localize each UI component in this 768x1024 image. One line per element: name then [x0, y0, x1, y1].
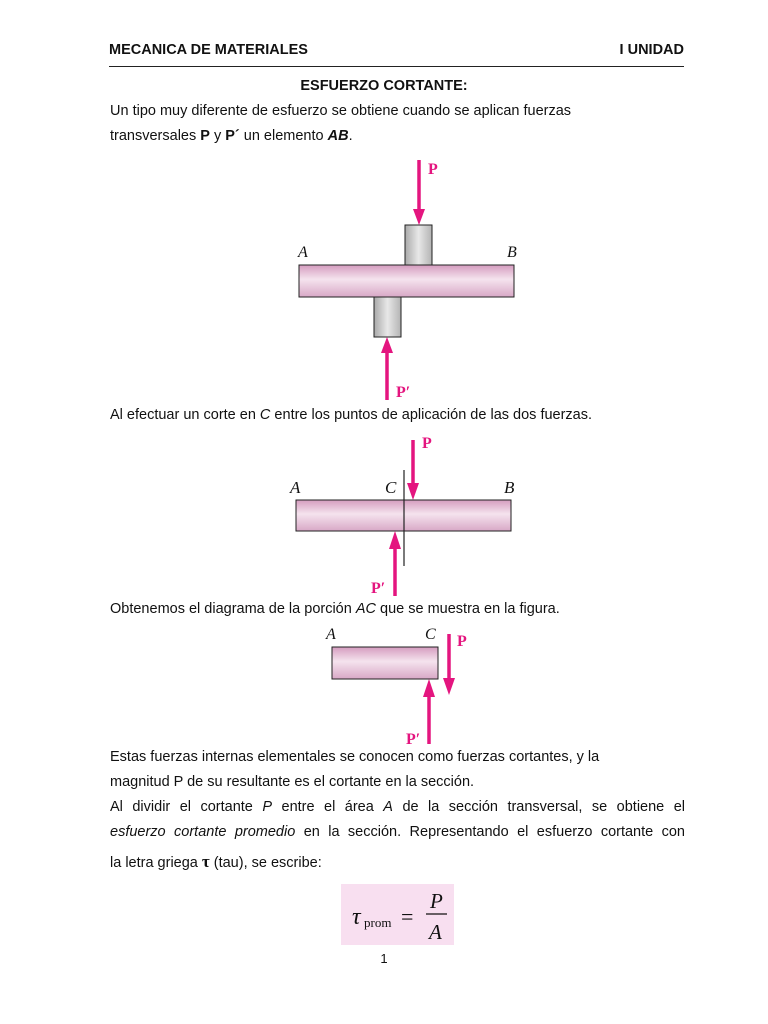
label-A: A	[326, 626, 336, 643]
divide-text: la letra griega	[110, 855, 202, 871]
label-P: P	[457, 633, 467, 650]
label-P: P	[422, 435, 432, 452]
cut-text: entre los puntos de aplicación de las dos fuerzas.	[270, 407, 593, 423]
element-AB-label: AB	[327, 128, 349, 144]
point-C-label: C	[259, 407, 271, 423]
intro-line-2	[110, 124, 685, 149]
diagram-text: que se muestra en la figura.	[376, 601, 560, 617]
label-P-prime: P′	[406, 731, 421, 748]
figure-shear-element	[290, 155, 530, 405]
intro-line-1: Un tipo muy diferente de esfuerzo se obtiene cuando se aplican fuerzas	[110, 103, 572, 119]
label-P-prime: P′	[371, 580, 386, 597]
average-shear-paragraph	[110, 795, 685, 876]
page-header	[109, 42, 684, 67]
label-B: B	[507, 244, 517, 261]
label-C: C	[385, 478, 397, 497]
formula-equals: =	[401, 904, 414, 929]
area-A-label: A	[383, 799, 393, 815]
tau-symbol: τ	[201, 852, 210, 871]
intro-text: .	[348, 128, 353, 144]
average-shear-formula	[341, 884, 454, 945]
average-shear-term: esfuerzo cortante promedio	[110, 824, 296, 840]
label-P: P	[428, 161, 438, 178]
formula-denominator: A	[429, 920, 442, 944]
lower-block	[374, 297, 401, 337]
formula-tau: τ	[352, 904, 361, 930]
upper-block	[405, 225, 432, 265]
diagram-paragraph	[110, 597, 685, 622]
diagram-text: Obtenemos el diagrama de la porción	[110, 601, 356, 617]
portion-AC-label: AC	[355, 601, 376, 617]
divide-text: de la sección transversal, se obtiene el	[392, 799, 685, 815]
formula-numerator: P	[430, 889, 443, 913]
force-arrow-P-head	[443, 678, 455, 695]
figure-portion-AC	[320, 622, 480, 747]
label-P-prime: P′	[396, 384, 411, 401]
intro-paragraph	[110, 99, 685, 149]
internal-line-2: magnitud P de su resultante es el cortante en la sección.	[110, 774, 475, 790]
plate-AB	[299, 265, 514, 297]
label-A: A	[290, 478, 301, 497]
section-title: ESFUERZO CORTANTE:	[300, 78, 468, 94]
divide-line-3	[110, 849, 685, 876]
figure-cut-at-C	[285, 430, 525, 600]
divide-text: en la sección. Representando el esfuerzo cortante con	[295, 824, 685, 840]
force-arrow-P-prime-head	[381, 337, 393, 353]
force-arrow-P-prime-head	[423, 679, 435, 697]
label-C: C	[425, 626, 436, 643]
cut-paragraph	[110, 403, 685, 428]
formula-subscript: prom	[364, 915, 392, 930]
force-arrow-P-head	[407, 483, 419, 500]
divide-line-1	[110, 795, 685, 820]
label-B: B	[504, 478, 515, 497]
intro-text: transversales	[110, 128, 201, 144]
intro-text: y	[209, 128, 226, 144]
label-A: A	[298, 244, 308, 261]
shear-P-label: P	[262, 799, 273, 815]
force-P-prime-label: P´	[225, 128, 240, 144]
page-number: 1	[380, 951, 388, 966]
intro-text: un elemento	[239, 128, 328, 144]
divide-line-2	[110, 820, 685, 845]
header-course-title: MECANICA DE MATERIALES	[109, 42, 308, 58]
internal-forces-paragraph	[110, 745, 685, 795]
force-P-label: P	[200, 128, 210, 144]
cut-text: Al efectuar un corte en	[110, 407, 260, 423]
divide-text: (tau), se escribe:	[209, 855, 322, 871]
portion-AC	[332, 647, 438, 679]
header-unit: I UNIDAD	[619, 42, 684, 58]
divide-text: Al dividir el cortante	[110, 799, 263, 815]
divide-text: entre el área	[272, 799, 384, 815]
force-arrow-P-head	[413, 209, 425, 225]
force-arrow-P-prime-head	[389, 531, 401, 549]
internal-line-1: Estas fuerzas internas elementales se conocen como fuerzas cortantes, y la	[110, 749, 600, 765]
